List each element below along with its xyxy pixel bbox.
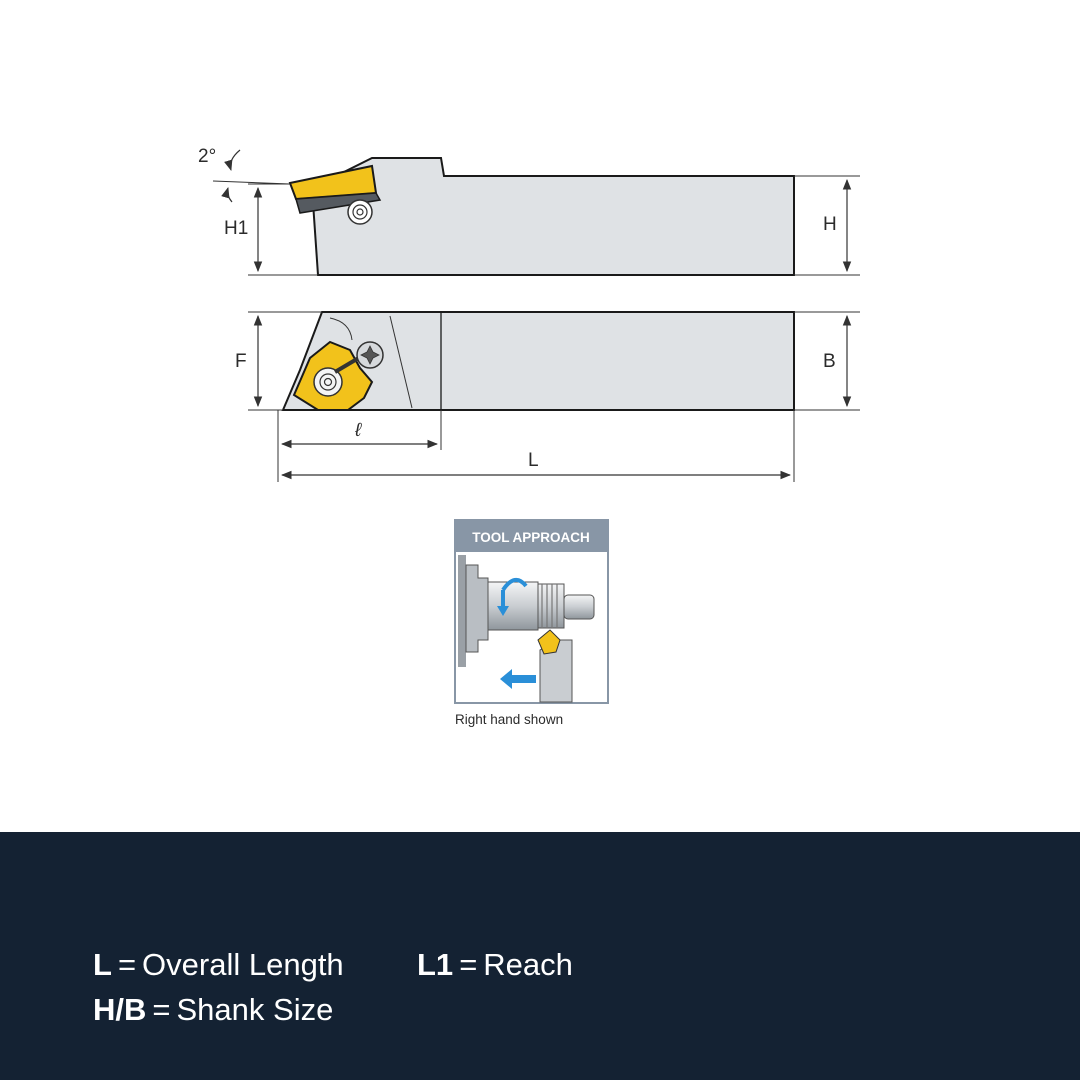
inset-title: TOOL APPROACH xyxy=(472,530,590,545)
legend-desc: Reach xyxy=(483,947,573,982)
h-label: H xyxy=(823,214,837,235)
l-small-label: ℓ xyxy=(355,420,362,441)
side-view xyxy=(198,146,860,275)
l-label: L xyxy=(528,450,539,471)
tool-approach-inset xyxy=(455,520,608,727)
f-label: F xyxy=(235,351,247,372)
top-view xyxy=(235,312,860,482)
legend-key: L1 xyxy=(417,947,454,982)
legend-shank-size: H/B = Shank Size xyxy=(93,992,334,1027)
legend-key: H/B xyxy=(93,992,147,1027)
legend-desc: Overall Length xyxy=(142,947,344,982)
legend-reach: L1 = Reach xyxy=(417,947,573,982)
workpiece xyxy=(488,582,538,630)
legend-overall-length: L = Overall Length xyxy=(93,947,344,982)
legend-desc: Shank Size xyxy=(176,992,334,1027)
b-label: B xyxy=(823,351,836,372)
angle-arrow-lower xyxy=(228,188,233,202)
clamp-screw-icon xyxy=(348,200,372,224)
legend-key: L xyxy=(93,947,112,982)
angle-arrow xyxy=(230,150,240,170)
torx-screw-icon xyxy=(357,342,383,368)
inset-caption: Right hand shown xyxy=(455,712,564,727)
h1-label: H1 xyxy=(224,218,249,239)
side-view-shank xyxy=(312,158,794,275)
legend-band xyxy=(0,832,1080,1080)
angle-label: 2° xyxy=(198,146,217,167)
